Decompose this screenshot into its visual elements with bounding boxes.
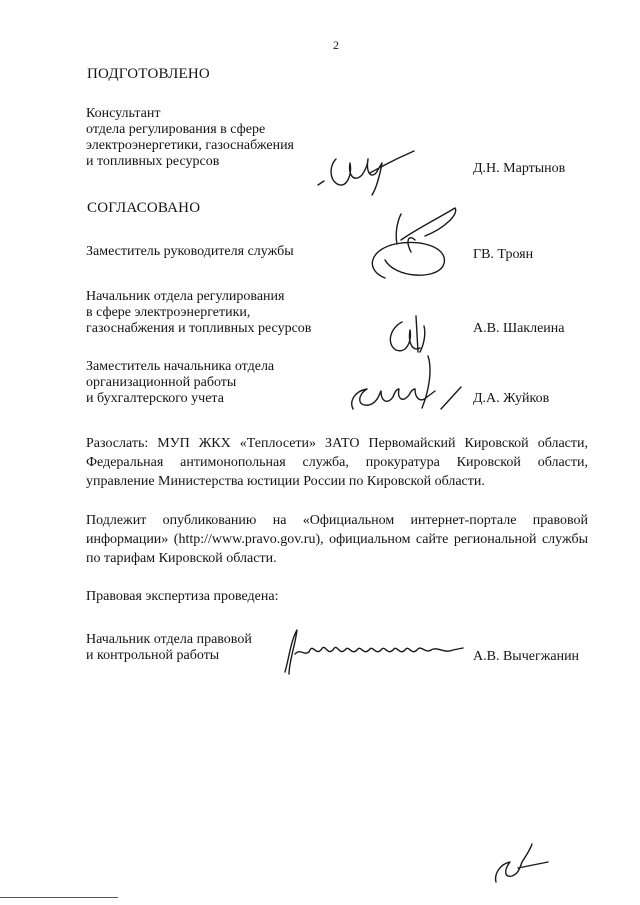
signer-1-position <box>86 244 294 260</box>
position-line: Начальник отдела регулирования <box>86 289 285 304</box>
publication-paragraph: Подлежит опубликованию на «Официальном интернет-портале правовой информации» (http://www.pravo.gov.ru), официальном сайте региональной службы по тарифам Кировской области. <box>86 513 588 566</box>
position-line: организационной работы <box>86 375 237 390</box>
prepared-heading: ПОДГОТОВЛЕНО <box>87 66 210 82</box>
signer-2-name: А.В. Шаклеина <box>473 321 565 336</box>
initials-mark <box>488 838 558 888</box>
position-line: Заместитель руководителя службы <box>86 244 294 259</box>
signature-vychegzhanin <box>275 620 470 680</box>
position-line: газоснабжения и топливных ресурсов <box>86 321 312 336</box>
position-line: в сфере электроэнергетики, <box>86 305 251 320</box>
position-line: и топливных ресурсов <box>86 154 220 169</box>
signer-2-position <box>86 289 311 337</box>
signature-zhuikov <box>345 375 470 415</box>
page-number: 2 <box>333 38 339 52</box>
legal-review-statement: Правовая экспертиза проведена: <box>86 589 279 604</box>
position-line: Начальник отдела правовой <box>86 632 252 647</box>
signature-troyan <box>355 200 470 290</box>
position-line: и бухгалтерского учета <box>86 391 224 406</box>
legal-review-position <box>86 632 252 664</box>
agreed-heading: СОГЛАСОВАНО <box>87 200 201 216</box>
signer-3-position <box>86 359 274 407</box>
signature-martynov <box>310 145 420 200</box>
position-line: электроэнергетики, газоснабжения <box>86 138 294 153</box>
prepared-position <box>86 106 294 170</box>
prepared-name: Д.Н. Мартынов <box>473 161 566 176</box>
footer-line <box>0 897 118 898</box>
position-line: Заместитель начальника отдела <box>86 359 275 374</box>
legal-review-name: А.В. Вычегжанин <box>473 649 580 664</box>
position-line: и контрольной работы <box>86 648 220 663</box>
signer-1-name: ГВ. Троян <box>473 247 534 262</box>
position-line: отдела регулирования в сфере <box>86 122 266 137</box>
distribution-paragraph: Разослать: МУП ЖКХ «Теплосети» ЗАТО Первомайский Кировской области, Федеральная антимонопольная служба, прокуратура Кировской области, управление Министерства юстиции России по Кировской области. <box>86 436 588 489</box>
signer-3-name: Д.А. Жуйков <box>473 391 550 406</box>
position-line: Консультант <box>86 106 161 121</box>
